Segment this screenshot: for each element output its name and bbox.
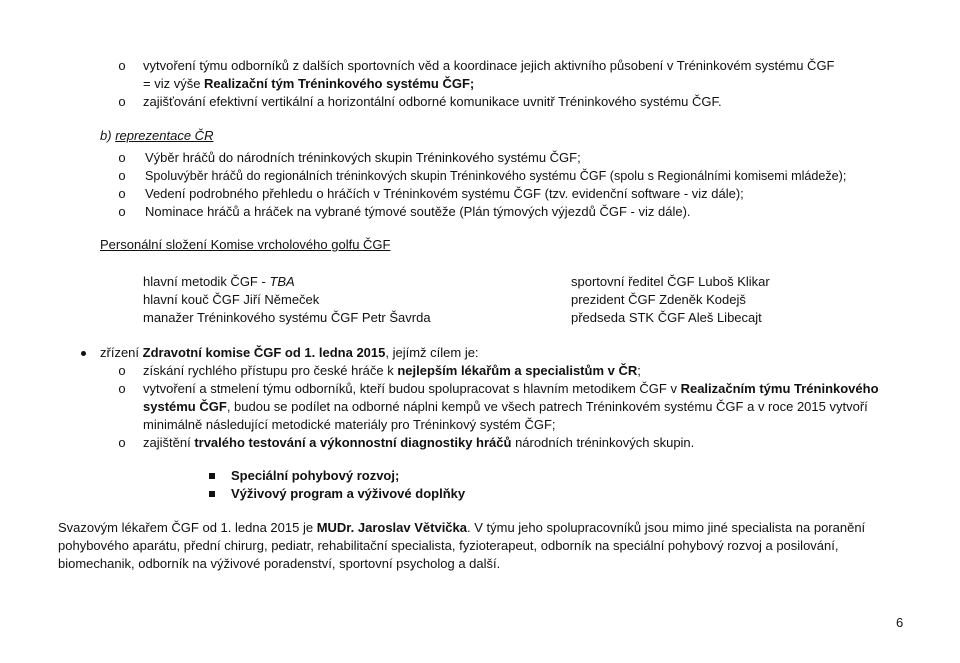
top-item-2: zajišťování efektivní vertikální a horizontální odborné komunikace uvnitř Tréninkového systému ČGF.	[143, 94, 722, 109]
text-run-bold: Zdravotní komise ČGF od 1. ledna 2015	[142, 345, 386, 360]
text-run: zajištění	[143, 435, 195, 450]
text-run-bold: nejlepším lékařům a specialistům v ČR	[397, 363, 638, 378]
personnel-left-3: manažer Tréninkového systému ČGF Petr Šavrda	[143, 310, 431, 325]
square-bullet	[209, 491, 215, 497]
personnel-right-2: prezident ČGF Zdeněk Kodejš	[571, 292, 746, 307]
section-title: reprezentace ČR	[115, 128, 214, 143]
text-run-bold: Realizační tým Tréninkového systému ČGF;	[204, 76, 475, 91]
text-run: = viz výše	[143, 76, 205, 91]
page-number: 6	[896, 615, 904, 630]
list-bullet: o	[118, 168, 126, 183]
health-item-2-line-1	[143, 381, 879, 397]
text-run-bold: trvalého testování a výkonnostní diagnostiky hráčů	[194, 435, 512, 450]
section-b-item-1: Výběr hráčů do národních tréninkových skupin Tréninkového systému ČGF;	[145, 150, 581, 165]
text-run: Svazovým lékařem ČGF od 1. ledna 2015 je	[58, 520, 317, 535]
personnel-heading: Personální složení Komise vrcholového golfu ČGF	[100, 237, 391, 252]
list-bullet: o	[118, 435, 126, 450]
text-run: ;	[637, 363, 641, 378]
personnel-left-2: hlavní kouč ČGF Jiří Němeček	[143, 292, 320, 307]
health-item-1	[143, 363, 641, 379]
list-bullet: o	[118, 186, 126, 201]
health-item-3	[143, 435, 694, 451]
text-run: . V týmu jeho spolupracovníků jsou mimo jiné specialista na poranění	[467, 520, 866, 535]
text-run: získání rychlého přístupu pro české hráče k	[143, 363, 398, 378]
text-run-bold: MUDr. Jaroslav Větvička	[316, 520, 467, 535]
health-intro	[100, 345, 479, 361]
text-run: vytvoření a stmelení týmu odborníků, kteří budou spolupracovat s hlavním metodikem ČGF v	[143, 381, 681, 396]
text-run-bold: Realizačním týmu Tréninkového	[680, 381, 879, 396]
closing-line-2: pohybového aparátu, přední chirurg, pediatr, rehabilitační specialista, fyzioterapeut, odborník na speciální pohybový rozvoj a posilování,	[58, 538, 839, 553]
text-run-italic: TBA	[269, 274, 295, 289]
text-run-bold: systému ČGF	[143, 399, 227, 414]
section-b-heading	[100, 128, 213, 144]
section-b-item-2: Spoluvýběr hráčů do regionálních tréninkových skupin Tréninkového systému ČGF (spolu s Regionálními komisemi mládeže);	[145, 169, 847, 183]
list-bullet: o	[118, 150, 126, 165]
closing-line-1	[58, 520, 865, 536]
section-b-item-4: Nominace hráčů a hráček na vybrané týmové soutěže (Plán týmových výjezdů ČGF - viz dále).	[145, 204, 691, 219]
text-run: zřízení	[100, 345, 143, 360]
personnel-right-1: sportovní ředitel ČGF Luboš Klikar	[571, 274, 770, 289]
list-bullet: o	[118, 204, 126, 219]
material-item-1: Speciální pohybový rozvoj;	[231, 468, 400, 483]
list-bullet: o	[118, 58, 126, 73]
bullet-dot	[81, 351, 86, 356]
closing-line-3: biomechanik, odborník na výživové poradenství, sportovní psycholog a další.	[58, 556, 501, 571]
top-item-1-line-2	[143, 76, 474, 92]
material-item-2: Výživový program a výživové doplňky	[231, 486, 466, 501]
personnel-right-3: předseda STK ČGF Aleš Libecajt	[571, 310, 762, 325]
square-bullet	[209, 473, 215, 479]
health-item-2-line-3: minimálně následující metodické materiály pro Tréninkový systém ČGF;	[143, 417, 556, 432]
personnel-left-1	[143, 274, 295, 290]
text-run: hlavní metodik ČGF -	[143, 274, 270, 289]
text-run: , jejímž cílem je:	[385, 345, 479, 360]
section-marker: b)	[100, 128, 112, 143]
top-item-1-line-1: vytvoření týmu odborníků z dalších sportovních věd a koordinace jejich aktivního působení v Tréninkovém systému ČGF	[143, 58, 835, 73]
text-run: národních tréninkových skupin.	[511, 435, 695, 450]
list-bullet: o	[118, 363, 126, 378]
list-bullet: o	[118, 381, 126, 396]
list-bullet: o	[118, 94, 126, 109]
text-run: , budou se podílet na odborné náplni kempů ve všech patrech Tréninkovém systému ČGF a v roce 2015 vytvoří	[226, 399, 868, 414]
section-b-item-3: Vedení podrobného přehledu o hráčích v Tréninkovém systému ČGF (tzv. evidenční software - viz dále);	[145, 186, 744, 201]
health-item-2-line-2	[143, 399, 868, 415]
